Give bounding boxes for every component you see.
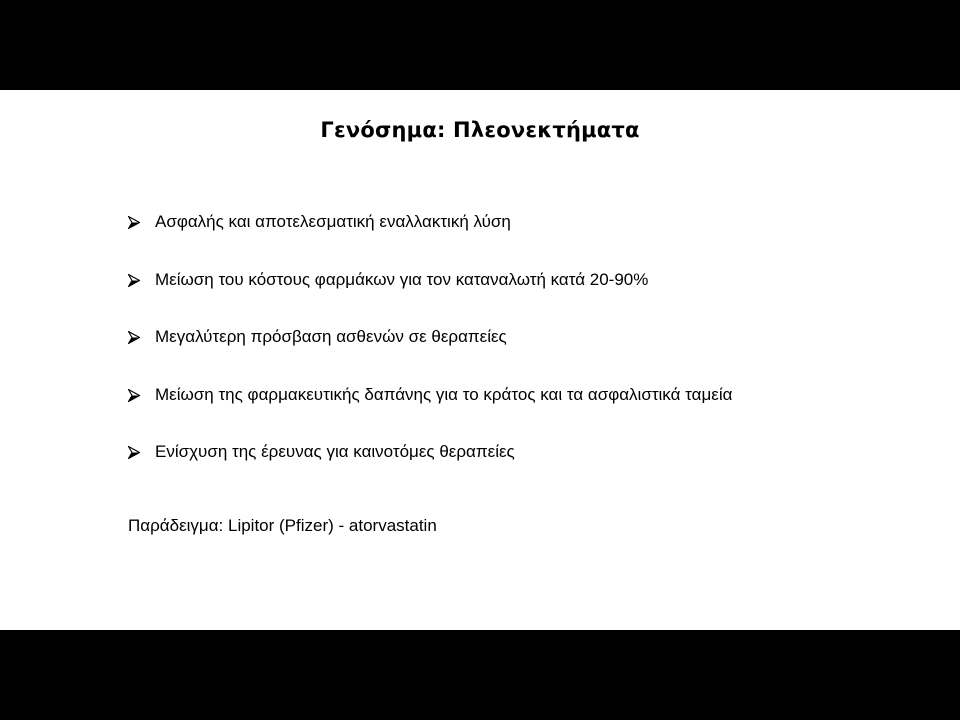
bullet-item: [128, 383, 888, 441]
letterbox-top: [0, 0, 960, 90]
slide: [0, 90, 960, 630]
letterbox-bottom: [0, 630, 960, 720]
arrowhead-bullet-icon: [128, 446, 140, 459]
bullet-text: Ενίσχυση της έρευνας για καινοτόμες θεραπείες: [155, 442, 515, 461]
arrowhead-bullet-icon: [128, 331, 140, 344]
bullet-text: Ασφαλής και αποτελεσματική εναλλακτική λύση: [155, 212, 511, 231]
bullet-list: [128, 210, 888, 498]
bullet-text: Μείωση της φαρμακευτικής δαπάνης για το κράτος και τα ασφαλιστικά ταμεία: [155, 384, 733, 404]
slide-title: Γενόσημα: Πλεονεκτήματα: [320, 118, 640, 142]
arrowhead-bullet-icon: [128, 216, 140, 229]
bullet-item: [128, 210, 888, 268]
bullet-item: [128, 440, 888, 498]
arrowhead-bullet-icon: [128, 274, 140, 287]
bullet-text: Μεγαλύτερη πρόσβαση ασθενών σε θεραπείες: [155, 327, 507, 346]
bullet-text: Μείωση του κόστους φαρμάκων για τον καταναλωτή κατά 20-90%: [155, 269, 649, 289]
bullet-item: [128, 325, 888, 383]
bullet-item: [128, 268, 888, 326]
example-line: Παράδειγμα: Lipitor (Pfizer) - atorvastatin: [128, 516, 437, 535]
arrowhead-bullet-icon: [128, 389, 140, 402]
